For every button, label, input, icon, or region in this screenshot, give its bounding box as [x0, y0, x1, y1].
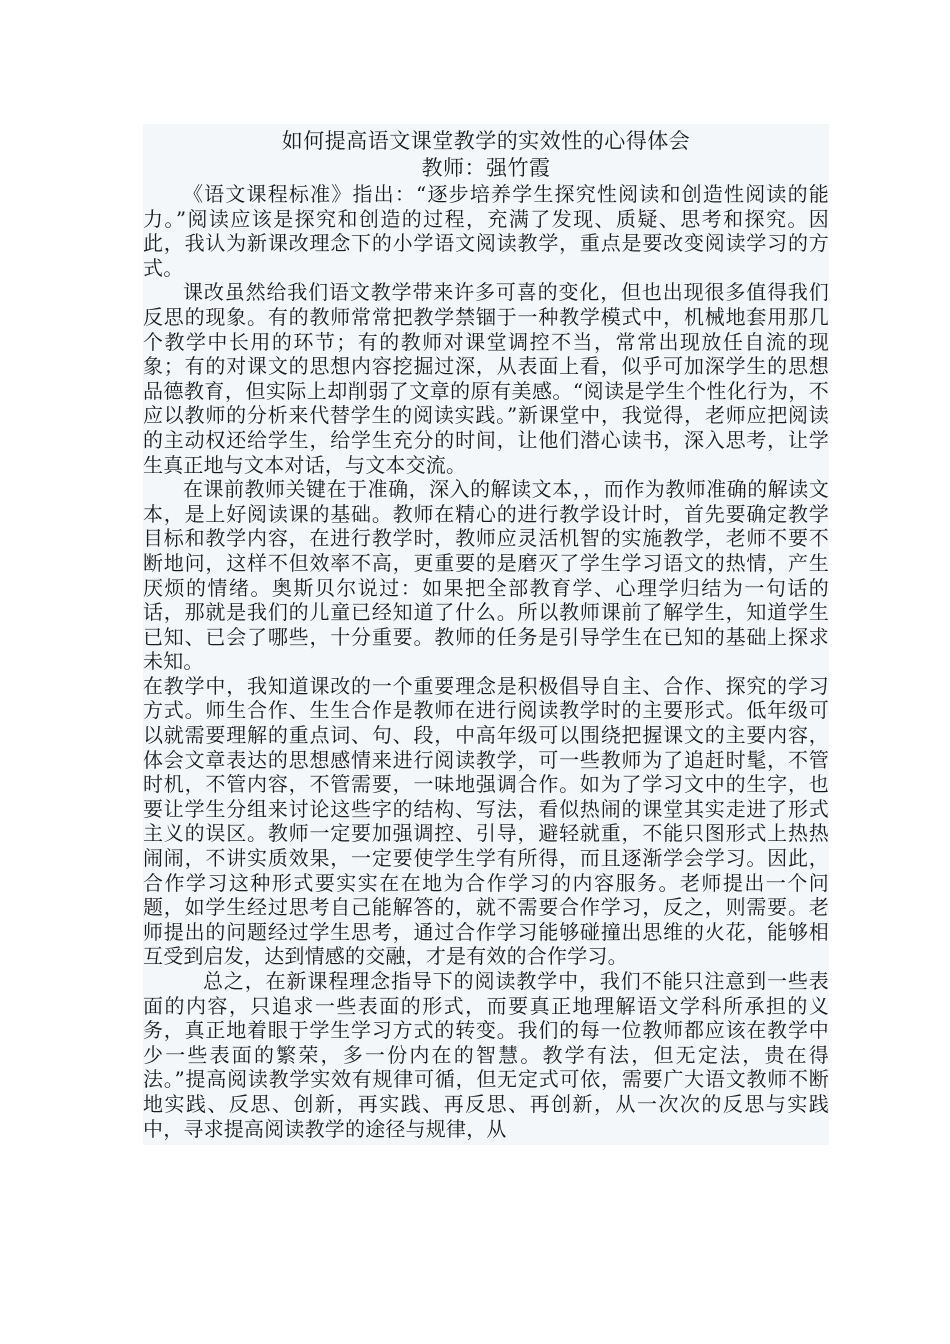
paragraph-1: 《语文课程标准》指出：“逐步培养学生探究性阅读和创造性阅读的能力。”阅读应该是探究和创造的过程，充满了发现、质疑、思考和探究。因此，我认为新课改理念下的小学语文阅读教学，重点是要改变阅读学习的方式。 — [143, 182, 829, 280]
article-title: 如何提高语文课堂教学的实效性的心得体会 — [281, 129, 691, 153]
paragraph-5: 总之，在新课程理念指导下的阅读教学中，我们不能只注意到一些表面的内容，只追求一些表面的形式，而要真正地理解语文学科所承担的义务，真正地着眼于学生学习方式的转变。我们的每一位教师都应该在教学中少一些表面的繁荣，多一份内在的智慧。教学有法，但无定法，贵在得法。”提高阅读教学实效有规律可循，但无定式可依，需要广大语文教师不断地实践、反思、创新，再实践、再反思、再创新，从一次次的反思与实践中，寻求提高阅读教学的途径与规律，从 — [143, 969, 829, 1141]
paragraph-4: 在教学中，我知道课改的一个重要理念是积极倡导自主、合作、探究的学习方式。师生合作、生生合作是教师在进行阅读教学时的主要形式。低年级可以就需要理解的重点词、句、段，中高年级可以围绕把握课文的主要内容，体会文章表达的思想感情来进行阅读教学，可一些教师为了追赶时髦，不管时机，不管内容，不管需要，一味地强调合作。如为了学习文中的生字，也要让学生分组来讨论这些字的结构、写法，看似热闹的课堂其实走进了形式主义的误区。教师一定要加强调控、引导，避轻就重，不能只图形式上热热闹闹，不讲实质效果，一定要使学生学有所得，而且逐渐学会学习。因此，合作学习这种形式要实实在在地为合作学习的内容服务。老师提出一个问题，如学生经过思考自己能解答的，就不需要合作学习，反之，则需要。老师提出的问题经过学生思考，通过合作学习能够碰撞出思维的火花，能够相互受到启发，达到情感的交融，才是有效的合作学习。 — [143, 673, 829, 969]
paragraph-2: 课改虽然给我们语文教学带来许多可喜的变化，但也出现很多值得我们反思的现象。有的教师常常把教学禁锢于一种教学模式中，机械地套用那几个教学中长用的环节；有的教师对课堂调控不当，常常出现放任自流的现象；有的对课文的思想内容挖掘过深，从表面上看，似乎可加深学生的思想品德教育，但实际上却削弱了文章的原有美感。“阅读是学生个性化行为，不应以教师的分析来代替学生的阅读实践。”新课堂中，我觉得，老师应把阅读的主动权还给学生，给学生充分的时间，让他们潜心读书，深入思考，让学生真正地与文本对话，与文本交流。 — [143, 280, 829, 477]
paragraph-3: 在课前教师关键在于准确，深入的解读文本，，而作为教师准确的解读文本，是上好阅读课的基础。教师在精心的进行教学设计时，首先要确定教学目标和教学内容，在进行教学时，教师应灵活机智的实施教学，老师不要不断地问，这样不但效率不高，更重要的是磨灭了学生学习语文的热情，产生厌烦的情绪。奥斯贝尔说过：如果把全部教育学、心理学归结为一句话的话，那就是我们的儿童已经知道了什么。所以教师课前了解学生，知道学生已知、已会了哪些，十分重要。教师的任务是引导学生在已知的基础上探求未知。 — [143, 477, 829, 674]
article-body — [143, 124, 829, 1145]
author-line: 教师：强竹霞 — [421, 156, 551, 180]
